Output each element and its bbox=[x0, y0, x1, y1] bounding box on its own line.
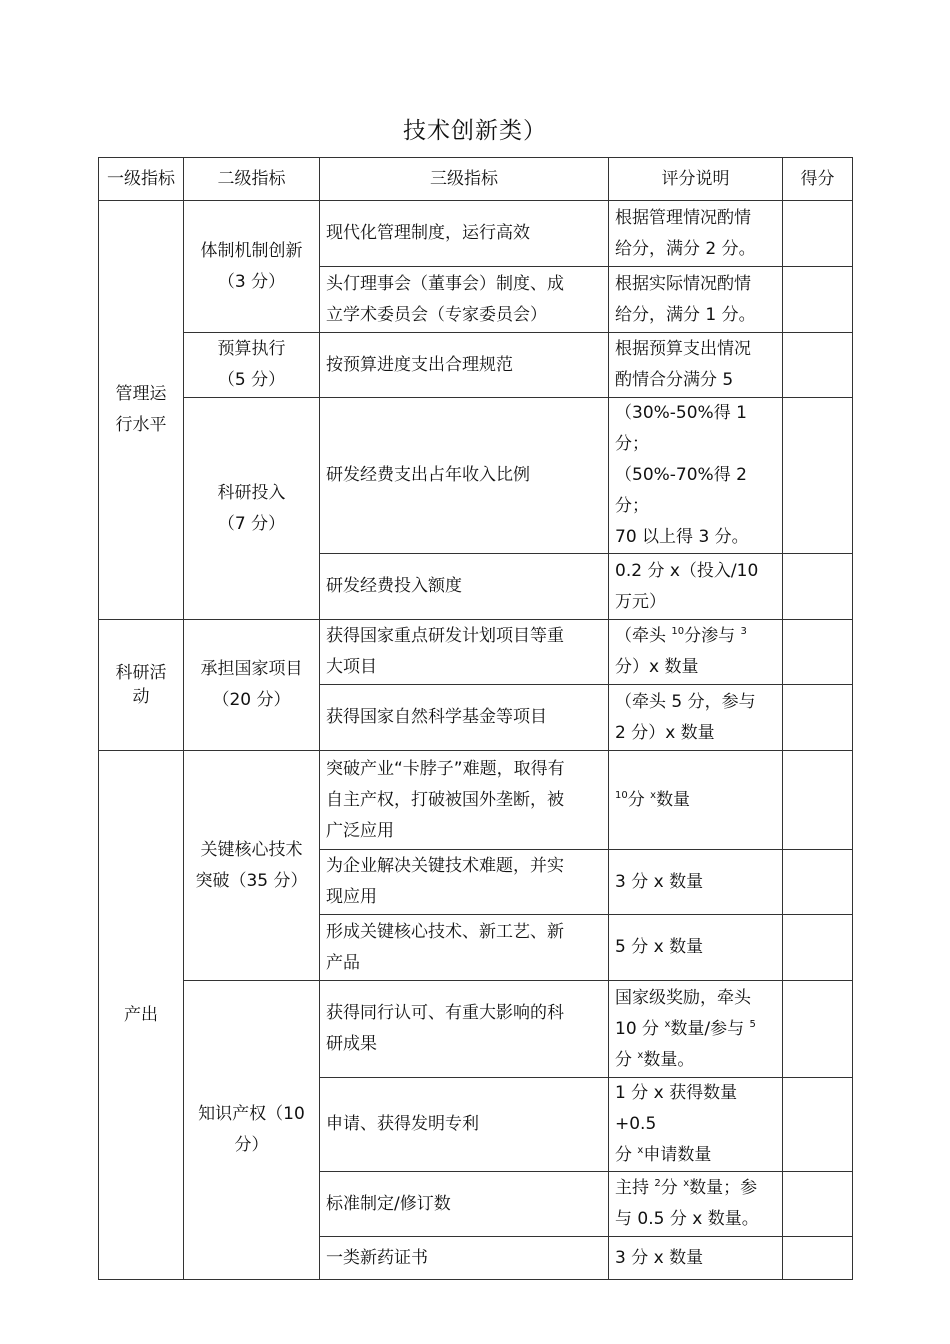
group-output: 产出 bbox=[99, 751, 184, 1280]
level3-cell: 一类新药证书 bbox=[320, 1237, 609, 1280]
header-level3: 三级指标 bbox=[320, 158, 609, 201]
level3-cell: 研发经费支出占年收入比例 bbox=[320, 398, 609, 554]
level3-cell: 按预算进度支出合理规范 bbox=[320, 333, 609, 398]
desc-cell: 5 分 x 数量 bbox=[609, 915, 783, 981]
score-cell[interactable] bbox=[783, 981, 853, 1078]
level3-cell: 获得同行认可、有重大影响的科 研成果 bbox=[320, 981, 609, 1078]
level2-national: 承担国家项目 （20 分） bbox=[184, 620, 320, 751]
score-cell[interactable] bbox=[783, 751, 853, 850]
level3-cell: 研发经费投入额度 bbox=[320, 554, 609, 620]
desc-cell: 1 分 x 获得数量+0.5 分 $^x$申请数量 bbox=[609, 1078, 783, 1172]
group-research: 科研活动 bbox=[99, 620, 184, 751]
score-cell[interactable] bbox=[783, 915, 853, 981]
scoring-table bbox=[98, 157, 853, 1280]
desc-cell: 国家级奖励，牵头 10 分 $^x$数量/参与 $^5$ 分 $^x$数量。 bbox=[609, 981, 783, 1078]
level3-cell: 突破产业“卡脖子”难题，取得有 自主产权，打破被国外垄断，被 广泛应用 bbox=[320, 751, 609, 850]
score-cell[interactable] bbox=[783, 333, 853, 398]
table-row bbox=[99, 981, 853, 1078]
score-cell[interactable] bbox=[783, 398, 853, 554]
desc-cell: 3 分 x 数量 bbox=[609, 850, 783, 915]
level2-mech: 体制机制创新 （3 分） bbox=[184, 201, 320, 333]
header-desc: 评分说明 bbox=[609, 158, 783, 201]
desc-cell: 根据预算支出情况 酌情合分满分 5 bbox=[609, 333, 783, 398]
desc-cell: 根据实际情况酌情 给分，满分 1 分。 bbox=[609, 267, 783, 333]
table-row bbox=[99, 398, 853, 554]
desc-cell: 3 分 x 数量 bbox=[609, 1237, 783, 1280]
score-cell[interactable] bbox=[783, 1078, 853, 1172]
level2-budget: 预算执行 （5 分） bbox=[184, 333, 320, 398]
header-score: 得分 bbox=[783, 158, 853, 201]
level3-cell: 获得国家自然科学基金等项目 bbox=[320, 685, 609, 751]
group-mgmt: 管理运行水平 bbox=[99, 201, 184, 620]
score-cell[interactable] bbox=[783, 1237, 853, 1280]
level2-invest: 科研投入 （7 分） bbox=[184, 398, 320, 620]
level3-cell: 申请、获得发明专利 bbox=[320, 1078, 609, 1172]
level3-cell: 标准制定/修订数 bbox=[320, 1172, 609, 1237]
desc-cell: （牵头 $^{10}$分渗与 $^3$ 分）x 数量 bbox=[609, 620, 783, 685]
score-cell[interactable] bbox=[783, 267, 853, 333]
header-level2: 二级指标 bbox=[184, 158, 320, 201]
header-level1: 一级指标 bbox=[99, 158, 184, 201]
desc-cell: $^{10}$分 $^x$数量 bbox=[609, 751, 783, 850]
desc-cell: （30%-50%得 1 分； （50%-70%得 2 分； 70 以上得 3 分。 bbox=[609, 398, 783, 554]
level3-cell: 现代化管理制度，运行高效 bbox=[320, 201, 609, 267]
score-cell[interactable] bbox=[783, 620, 853, 685]
level3-cell: 获得国家重点研发计划项目等重 大项目 bbox=[320, 620, 609, 685]
score-cell[interactable] bbox=[783, 850, 853, 915]
level2-ip: 知识产权（10 分） bbox=[184, 981, 320, 1280]
score-cell[interactable] bbox=[783, 554, 853, 620]
table-row bbox=[99, 333, 853, 398]
table-row bbox=[99, 620, 853, 685]
page-title: 技术创新类） bbox=[403, 118, 547, 144]
score-cell[interactable] bbox=[783, 1172, 853, 1237]
level3-cell: 头仃理事会（董事会）制度、成 立学术委员会（专家委员会） bbox=[320, 267, 609, 333]
score-cell[interactable] bbox=[783, 685, 853, 751]
level3-cell: 形成关键核心技术、新工艺、新 产品 bbox=[320, 915, 609, 981]
table-row bbox=[99, 751, 853, 850]
desc-cell: 0.2 分 x（投入/10 万元） bbox=[609, 554, 783, 620]
table-row bbox=[99, 201, 853, 267]
desc-cell: 根据管理情况酌情 给分，满分 2 分。 bbox=[609, 201, 783, 267]
score-cell[interactable] bbox=[783, 201, 853, 267]
header-row bbox=[99, 158, 853, 201]
level3-cell: 为企业解决关键技术难题，并实 现应用 bbox=[320, 850, 609, 915]
desc-cell: （牵头 5 分，参与 2 分）x 数量 bbox=[609, 685, 783, 751]
level2-core: 关键核心技术 突破（35 分） bbox=[184, 751, 320, 981]
desc-cell: 主持 $^2$分 $^x$数量；参 与 0.5 分 x 数量。 bbox=[609, 1172, 783, 1237]
